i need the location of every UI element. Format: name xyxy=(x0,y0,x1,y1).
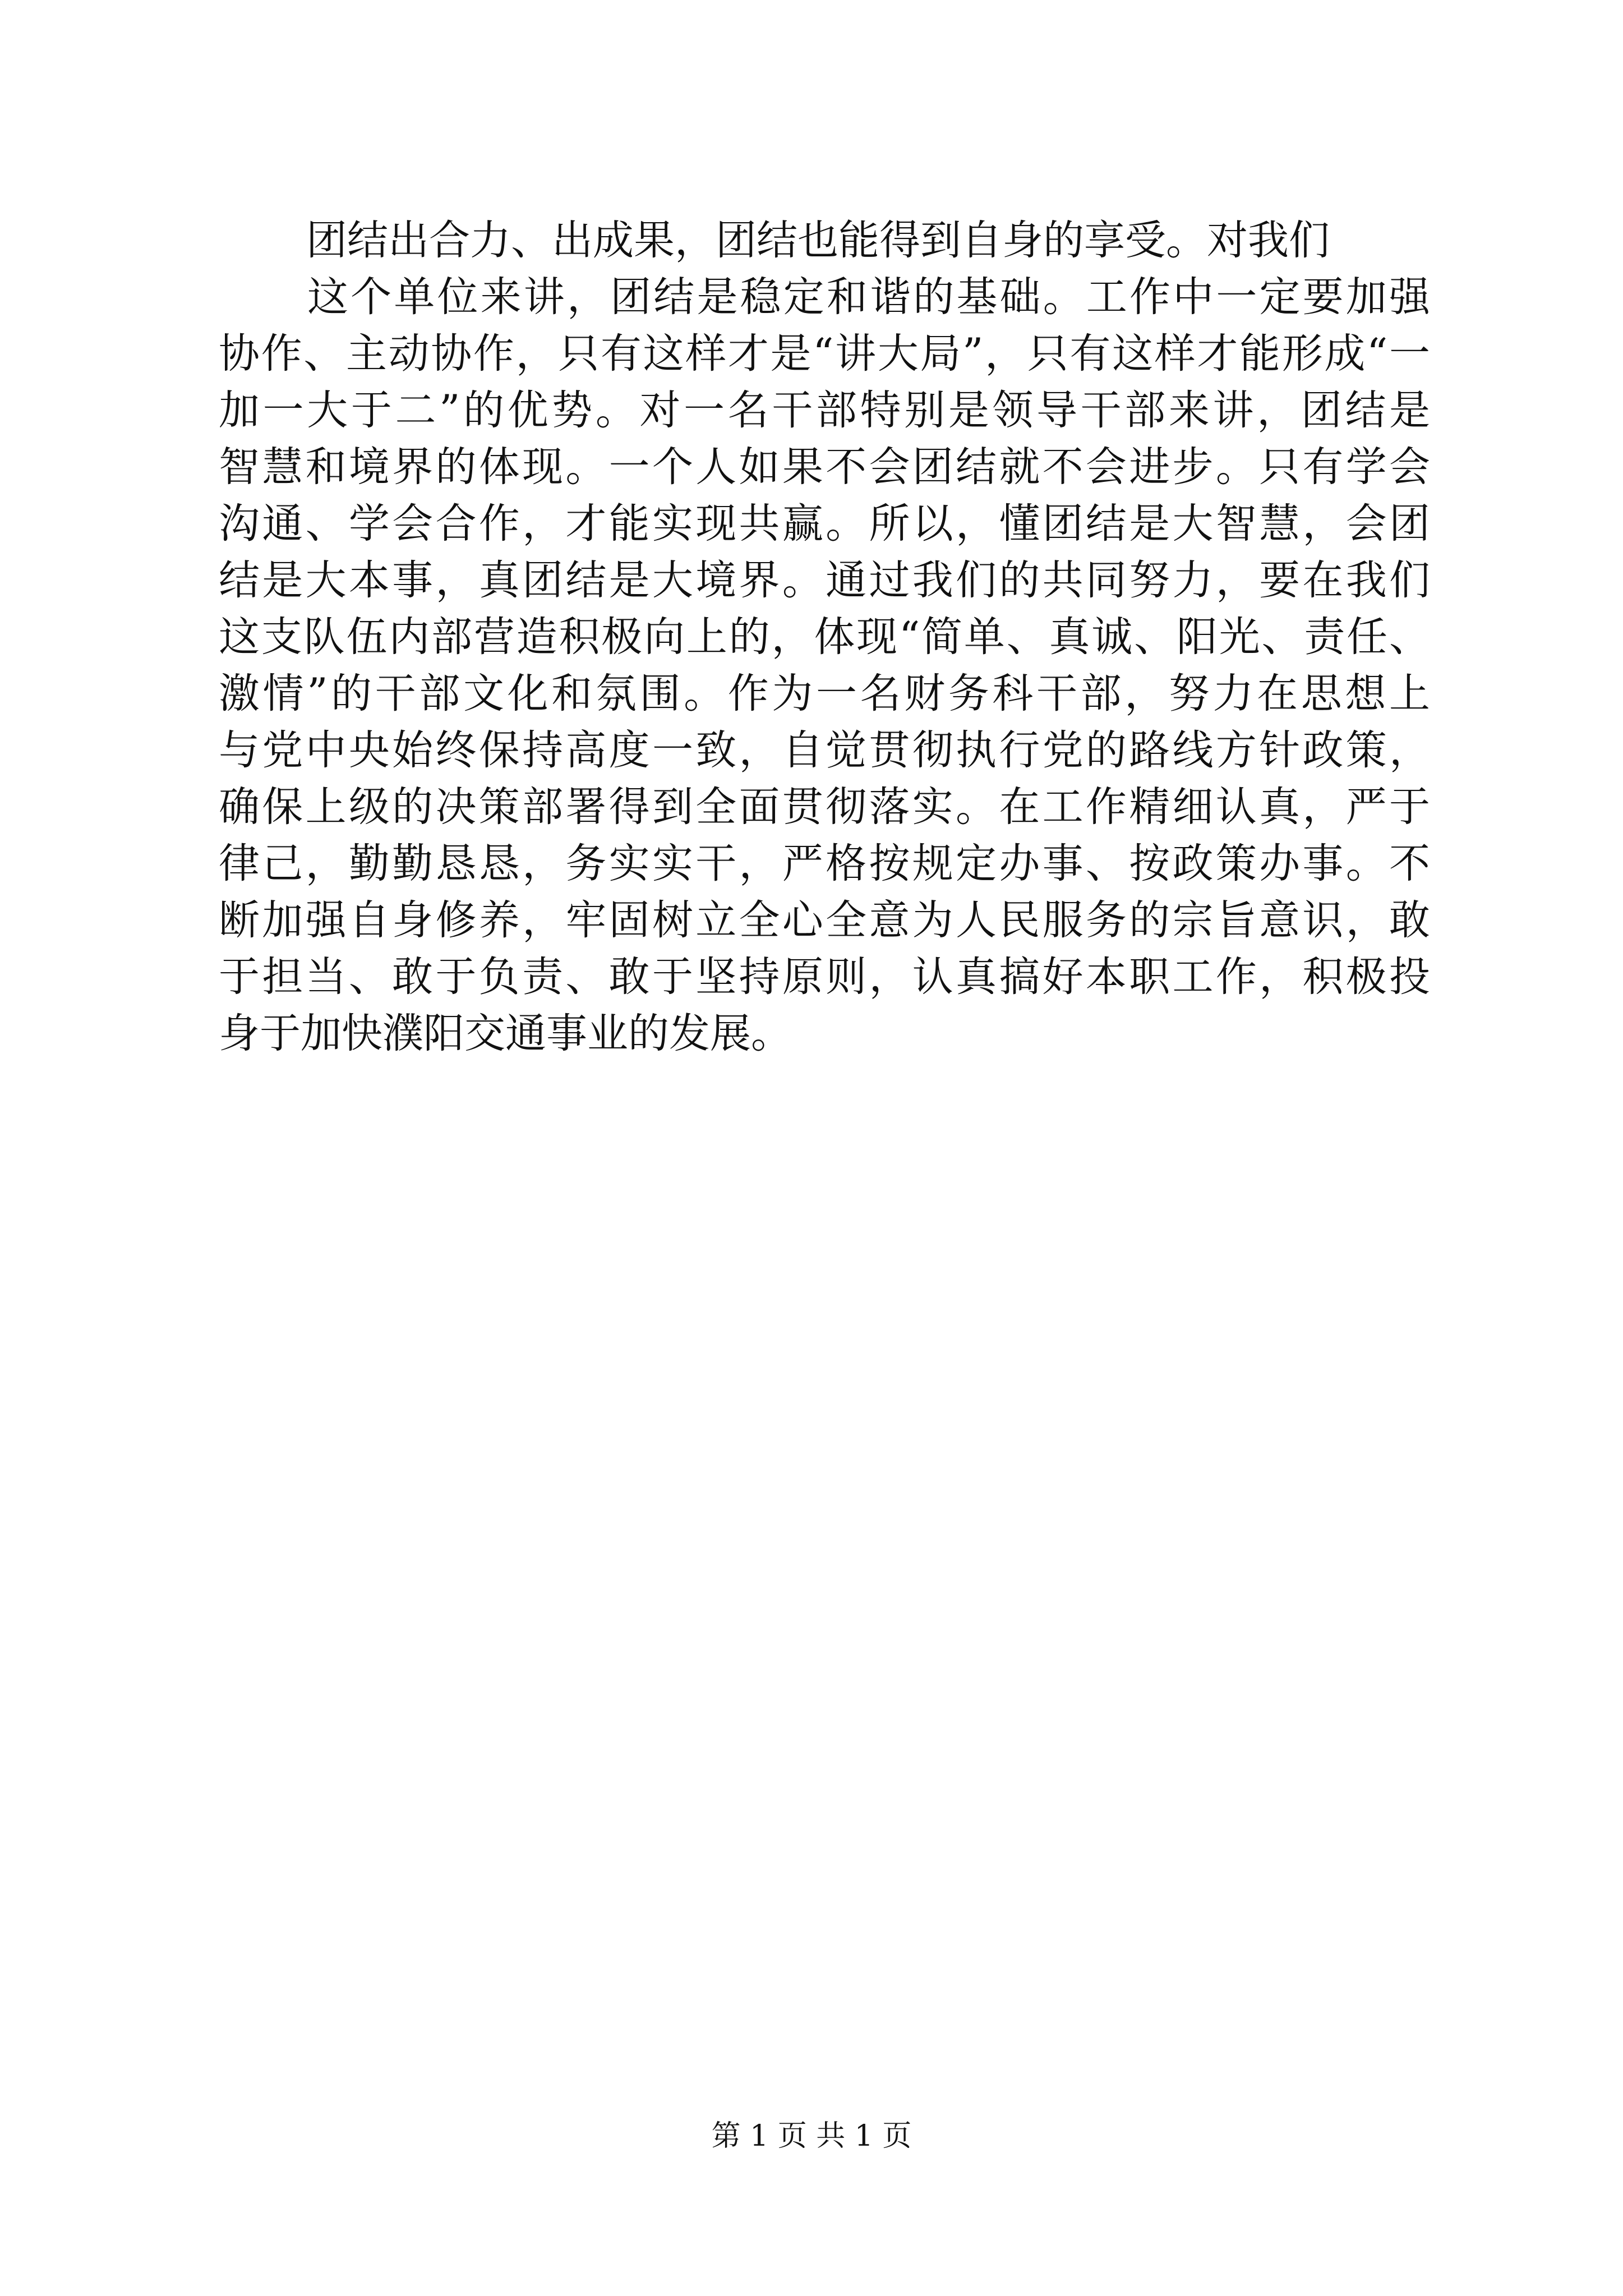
text-line: 身于加快濮阳交通事业的发展。 xyxy=(219,1010,792,1057)
text-line: 团结出合力、出成果，团结也能得到自身的享受。对我们 xyxy=(306,217,1330,264)
text-line: 智慧和境界的体现。一个人如果不会团结就不会进步。只有学会 xyxy=(219,443,1430,491)
text-line: 断加强自身修养，牢固树立全心全意为人民服务的宗旨意识，敢 xyxy=(219,896,1430,944)
text-line: 确保上级的决策部署得到全面贯彻落实。在工作精细认真，严于 xyxy=(219,783,1430,831)
text-line: 这支队伍内部营造积极向上的，体现“简单、真诚、阳光、责任、 xyxy=(219,613,1430,661)
text-line: 这个单位来讲，团结是稳定和谐的基础。工作中一定要加强 xyxy=(307,273,1430,321)
text-line: 协作、主动协作，只有这样才是“讲大局”，只有这样才能形成“一 xyxy=(219,330,1430,378)
body-text xyxy=(219,212,1430,1062)
text-line: 结是大本事，真团结是大境界。通过我们的共同努力，要在我们 xyxy=(219,556,1430,604)
text-line: 加一大于二”的优势。对一名干部特别是领导干部来讲，团结是 xyxy=(219,386,1430,434)
text-line: 与党中央始终保持高度一致，自觉贯彻执行党的路线方针政策， xyxy=(219,726,1430,774)
text-line: 律己，勤勤恳恳，务实实干，严格按规定办事、按政策办事。不 xyxy=(219,840,1430,887)
text-line: 激情”的干部文化和氛围。作为一名财务科干部，努力在思想上 xyxy=(219,670,1430,717)
page-number-footer: 第 1 页 共 1 页 xyxy=(711,2119,912,2153)
text-line: 于担当、敢于负责、敢于坚持原则，认真搞好本职工作，积极投 xyxy=(219,953,1430,1001)
text-line: 沟通、学会合作，才能实现共赢。所以，懂团结是大智慧，会团 xyxy=(219,500,1430,547)
